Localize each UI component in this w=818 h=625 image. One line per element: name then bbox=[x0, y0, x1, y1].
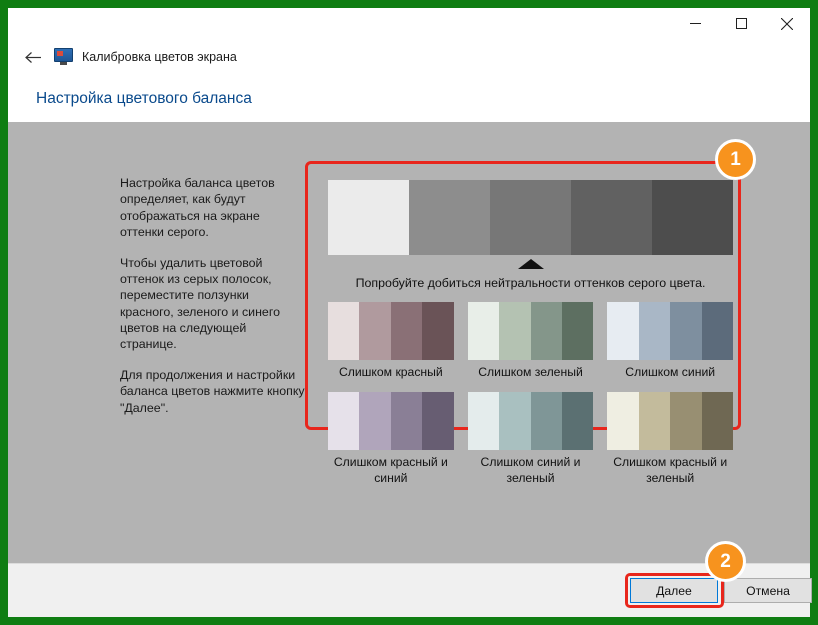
color-bar bbox=[639, 302, 670, 360]
monitor-icon bbox=[54, 48, 74, 66]
color-bar bbox=[562, 302, 593, 360]
ramp-caption-wrapper bbox=[328, 276, 733, 290]
instruction-paragraph-2: Чтобы удалить цветовой оттенок из серых полосок, переместите ползунки красного, зеленого и синего цветов на следующей странице. bbox=[120, 255, 280, 352]
color-bar bbox=[607, 302, 638, 360]
color-bar bbox=[359, 302, 390, 360]
color-bar bbox=[562, 392, 593, 450]
sample-label: Слишком красный bbox=[338, 365, 443, 379]
sample-label: Слишком красный и зеленый bbox=[613, 455, 728, 485]
color-bar bbox=[531, 392, 562, 450]
sample-tile bbox=[607, 392, 733, 486]
sample-label: Слишком зеленый bbox=[478, 365, 583, 379]
instruction-paragraph-1: Настройка баланса цветов определяет, как будут отображаться на экране оттенки серого. bbox=[120, 176, 275, 240]
ramp-caption: Попробуйте добиться нейтральности оттенков серого цвета. bbox=[355, 276, 706, 290]
gray-swatch bbox=[571, 180, 652, 255]
sample-bars bbox=[468, 302, 594, 360]
sample-label: Слишком красный и синий bbox=[333, 455, 448, 485]
up-arrow-icon bbox=[518, 259, 544, 269]
annotation-badge-2: 2 bbox=[705, 541, 746, 582]
sample-tile bbox=[328, 302, 454, 380]
back-arrow-icon[interactable] bbox=[22, 46, 44, 68]
gray-ramp bbox=[328, 180, 733, 255]
color-bar bbox=[468, 302, 499, 360]
close-button[interactable] bbox=[764, 8, 810, 39]
sample-tile bbox=[607, 302, 733, 380]
content-area bbox=[8, 122, 810, 563]
sample-tile bbox=[328, 392, 454, 486]
sample-bars bbox=[328, 392, 454, 450]
gray-swatch bbox=[328, 180, 409, 255]
color-calibration-window bbox=[8, 8, 810, 617]
color-bar bbox=[422, 302, 453, 360]
window-title-bar bbox=[8, 8, 810, 40]
color-bar bbox=[499, 302, 530, 360]
color-bar bbox=[328, 392, 359, 450]
color-bar bbox=[359, 392, 390, 450]
color-bar bbox=[607, 392, 638, 450]
instruction-paragraph-3: Для продолжения и настройки баланса цветов нажмите кнопку "Далее". bbox=[120, 367, 305, 415]
footer-bar bbox=[8, 550, 810, 617]
minimize-button[interactable] bbox=[672, 8, 718, 39]
instructions-text bbox=[120, 175, 305, 430]
sample-row-2 bbox=[328, 392, 733, 486]
color-bar bbox=[531, 302, 562, 360]
color-bar bbox=[670, 392, 701, 450]
gray-samples-panel bbox=[328, 180, 733, 486]
color-bar bbox=[639, 392, 670, 450]
cancel-button[interactable]: Отмена bbox=[724, 578, 812, 603]
color-bar bbox=[702, 392, 733, 450]
sample-row-1 bbox=[328, 302, 733, 380]
gray-swatch bbox=[490, 180, 571, 255]
gray-swatch bbox=[652, 180, 733, 255]
color-bar bbox=[670, 302, 701, 360]
color-bar bbox=[499, 392, 530, 450]
sample-label: Слишком синий и зеленый bbox=[480, 455, 581, 485]
sample-tile bbox=[468, 302, 594, 380]
color-bar bbox=[391, 302, 422, 360]
sample-label: Слишком синий bbox=[625, 365, 716, 379]
gray-swatch bbox=[409, 180, 490, 255]
color-bar bbox=[702, 302, 733, 360]
color-bar bbox=[468, 392, 499, 450]
annotation-badge-1: 1 bbox=[715, 139, 756, 180]
page-title: Настройка цветового баланса bbox=[36, 90, 252, 107]
maximize-button[interactable] bbox=[718, 8, 764, 39]
sample-bars bbox=[607, 302, 733, 360]
sample-bars bbox=[328, 302, 454, 360]
app-title: Калибровка цветов экрана bbox=[82, 50, 237, 64]
color-bar bbox=[391, 392, 422, 450]
color-bar bbox=[422, 392, 453, 450]
sample-bars bbox=[468, 392, 594, 450]
sample-tile bbox=[468, 392, 594, 486]
next-button[interactable]: Далее bbox=[630, 578, 718, 603]
sample-bars bbox=[607, 392, 733, 450]
color-bar bbox=[328, 302, 359, 360]
navigation-bar bbox=[8, 40, 810, 74]
